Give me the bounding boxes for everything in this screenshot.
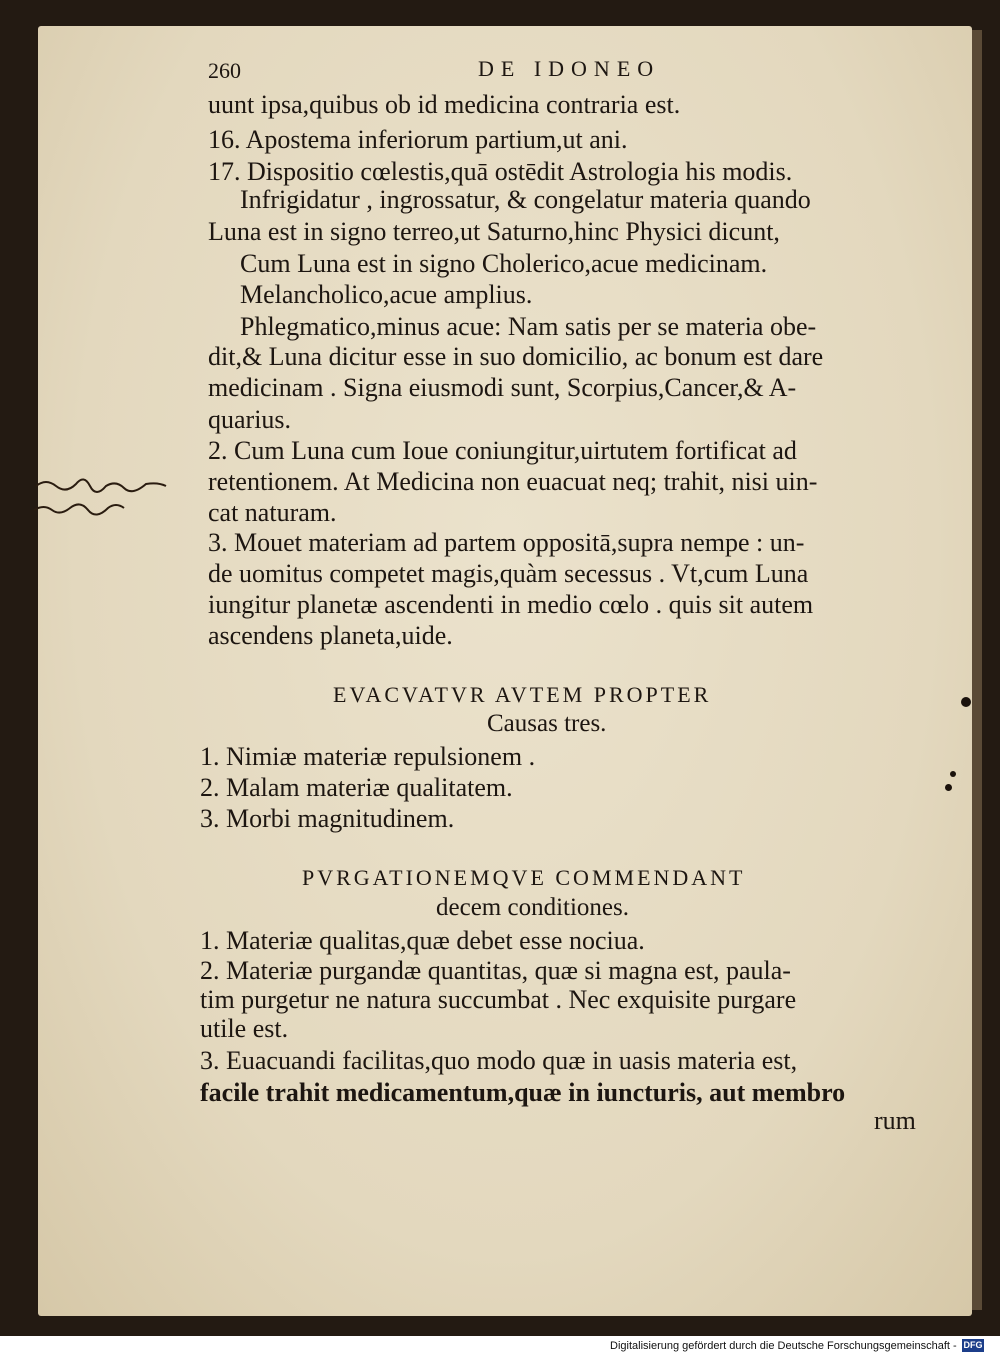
text-line: Cum Luna est in signo Cholerico,acue medicinam.	[240, 249, 768, 278]
text-line: Melancholico,acue amplius.	[240, 280, 533, 309]
ink-spot	[950, 771, 956, 777]
text-line: cat naturam.	[208, 498, 337, 527]
text-line: 3. Mouet materiam ad partem oppositā,supra nempe : un-	[208, 528, 805, 557]
page-edge	[972, 30, 982, 1310]
section-heading: PVRGATIONEMQVE COMMENDANT	[302, 865, 746, 890]
catchword: rum	[874, 1106, 916, 1135]
section-subheading: Causas tres.	[487, 710, 607, 737]
list-item: 2. Malam materiæ qualitatem.	[200, 773, 513, 802]
text-line: ascendens planeta,uide.	[208, 621, 453, 650]
text-line: 3. Euacuandi facilitas,quo modo quæ in uasis materia est,	[200, 1046, 798, 1075]
text-line: 16. Apostema inferiorum partium,ut ani.	[208, 125, 628, 154]
folio-number: 260	[208, 58, 241, 83]
text-line: uunt ipsa,quibus ob id medicina contraria est.	[208, 90, 681, 119]
text-line: iungitur planetæ ascendenti in medio cœlo . quis sit autem	[208, 590, 814, 619]
text-line: de uomitus competet magis,quàm secessus . Vt,cum Luna	[208, 559, 809, 588]
section-heading: EVACVATVR AVTEM PROPTER	[333, 682, 712, 707]
text-line: 17. Dispositio cœlestis,quā ostēdit Astrologia his modis.	[208, 157, 793, 186]
ink-spot	[961, 697, 971, 707]
text-line: Phlegmatico,minus acue: Nam satis per se materia obe-	[240, 312, 817, 341]
text-line: retentionem. At Medicina non euacuat neq; trahit, nisi uin-	[208, 467, 818, 496]
text-line: quarius.	[208, 405, 292, 434]
handwritten-note	[30, 470, 190, 523]
text-line: facile trahit medicamentum,quæ in iuncturis, aut membro	[200, 1078, 846, 1107]
text-line: utile est.	[200, 1014, 289, 1043]
text-line: Infrigidatur , ingrossatur, & congelatur materia quando	[240, 185, 811, 214]
handwritten-scribble	[30, 470, 190, 518]
text-line: dit,& Luna dicitur esse in suo domicilio, ac bonum est dare	[208, 342, 824, 371]
dfg-logo: DFG	[963, 1340, 983, 1350]
text-line: 1. Materiæ qualitas,quæ debet esse nociua.	[200, 926, 645, 955]
list-item: 1. Nimiæ materiæ repulsionem .	[200, 742, 536, 771]
text-line: tim purgetur ne natura succumbat . Nec exquisite purgare	[200, 985, 797, 1014]
ink-spot	[945, 784, 952, 791]
text-line: 2. Cum Luna cum Ioue coniungitur,uirtutem fortificat ad	[208, 436, 797, 465]
list-item: 3. Morbi magnitudinem.	[200, 804, 455, 833]
attribution-footer: Digitalisierung gefördert durch die Deutsche Forschungsgemeinschaft -	[610, 1340, 957, 1352]
text-line: medicinam . Signa eiusmodi sunt, Scorpius,Cancer,& A-	[208, 373, 797, 402]
running-head: DE IDONEO	[478, 56, 661, 81]
text-line: 2. Materiæ purgandæ quantitas, quæ si magna est, paula-	[200, 956, 791, 985]
section-subheading: decem conditiones.	[436, 894, 629, 921]
text-line: Luna est in signo terreo,ut Saturno,hinc Physici dicunt,	[208, 217, 780, 246]
